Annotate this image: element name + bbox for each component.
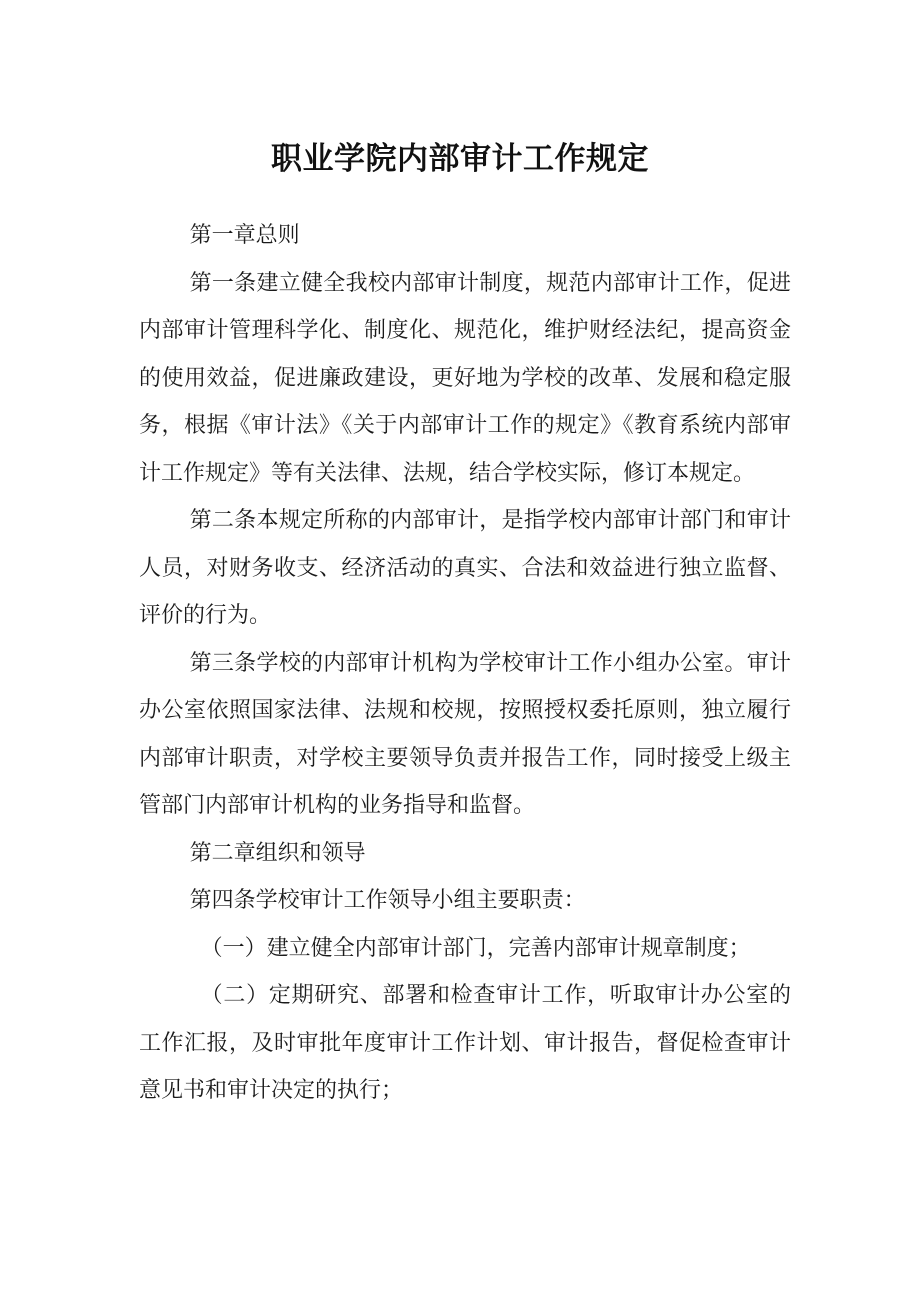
list-item: （二）定期研究、部署和检查审计工作，听取审计办公室的工作汇报，及时审批年度审计工作计划、审计报告，督促检查审计意见书和审计决定的执行； bbox=[139, 983, 791, 1103]
article-paragraph: 第一条建立健全我校内部审计制度，规范内部审计工作，促进内部审计管理科学化、制度化、规范化，维护财经法纪，提高资金的使用效益，促进廉政建设，更好地为学校的改革、发展和稳定服务，根据《审计法》《关于内部审计工作的规定》《教育系统内部审计工作规定》等有关法律、法规，结合学校实际，修订本规定。 bbox=[139, 270, 791, 486]
list-item: （一）建立健全内部审计部门，完善内部审计规章制度； bbox=[200, 935, 751, 961]
article-paragraph: 第二条本规定所称的内部审计，是指学校内部审计部门和审计人员，对财务收支、经济活动的真实、合法和效益进行独立监督、评价的行为。 bbox=[139, 508, 791, 628]
chapter-heading: 第二章组织和领导 bbox=[189, 840, 366, 866]
article-paragraph: 第四条学校审计工作领导小组主要职责： bbox=[189, 888, 586, 913]
article-paragraph: 第三条学校的内部审计机构为学校审计工作小组办公室。审计办公室依照国家法律、法规和校规，按照授权委托原则，独立履行内部审计职责，对学校主要领导负责并报告工作，同时接受上级主管部门内部审计机构的业务指导和监督。 bbox=[139, 650, 791, 818]
document-body bbox=[139, 212, 791, 1115]
chapter-heading: 第一章总则 bbox=[189, 223, 300, 248]
document-title: 职业学院内部审计工作规定 bbox=[271, 141, 649, 177]
